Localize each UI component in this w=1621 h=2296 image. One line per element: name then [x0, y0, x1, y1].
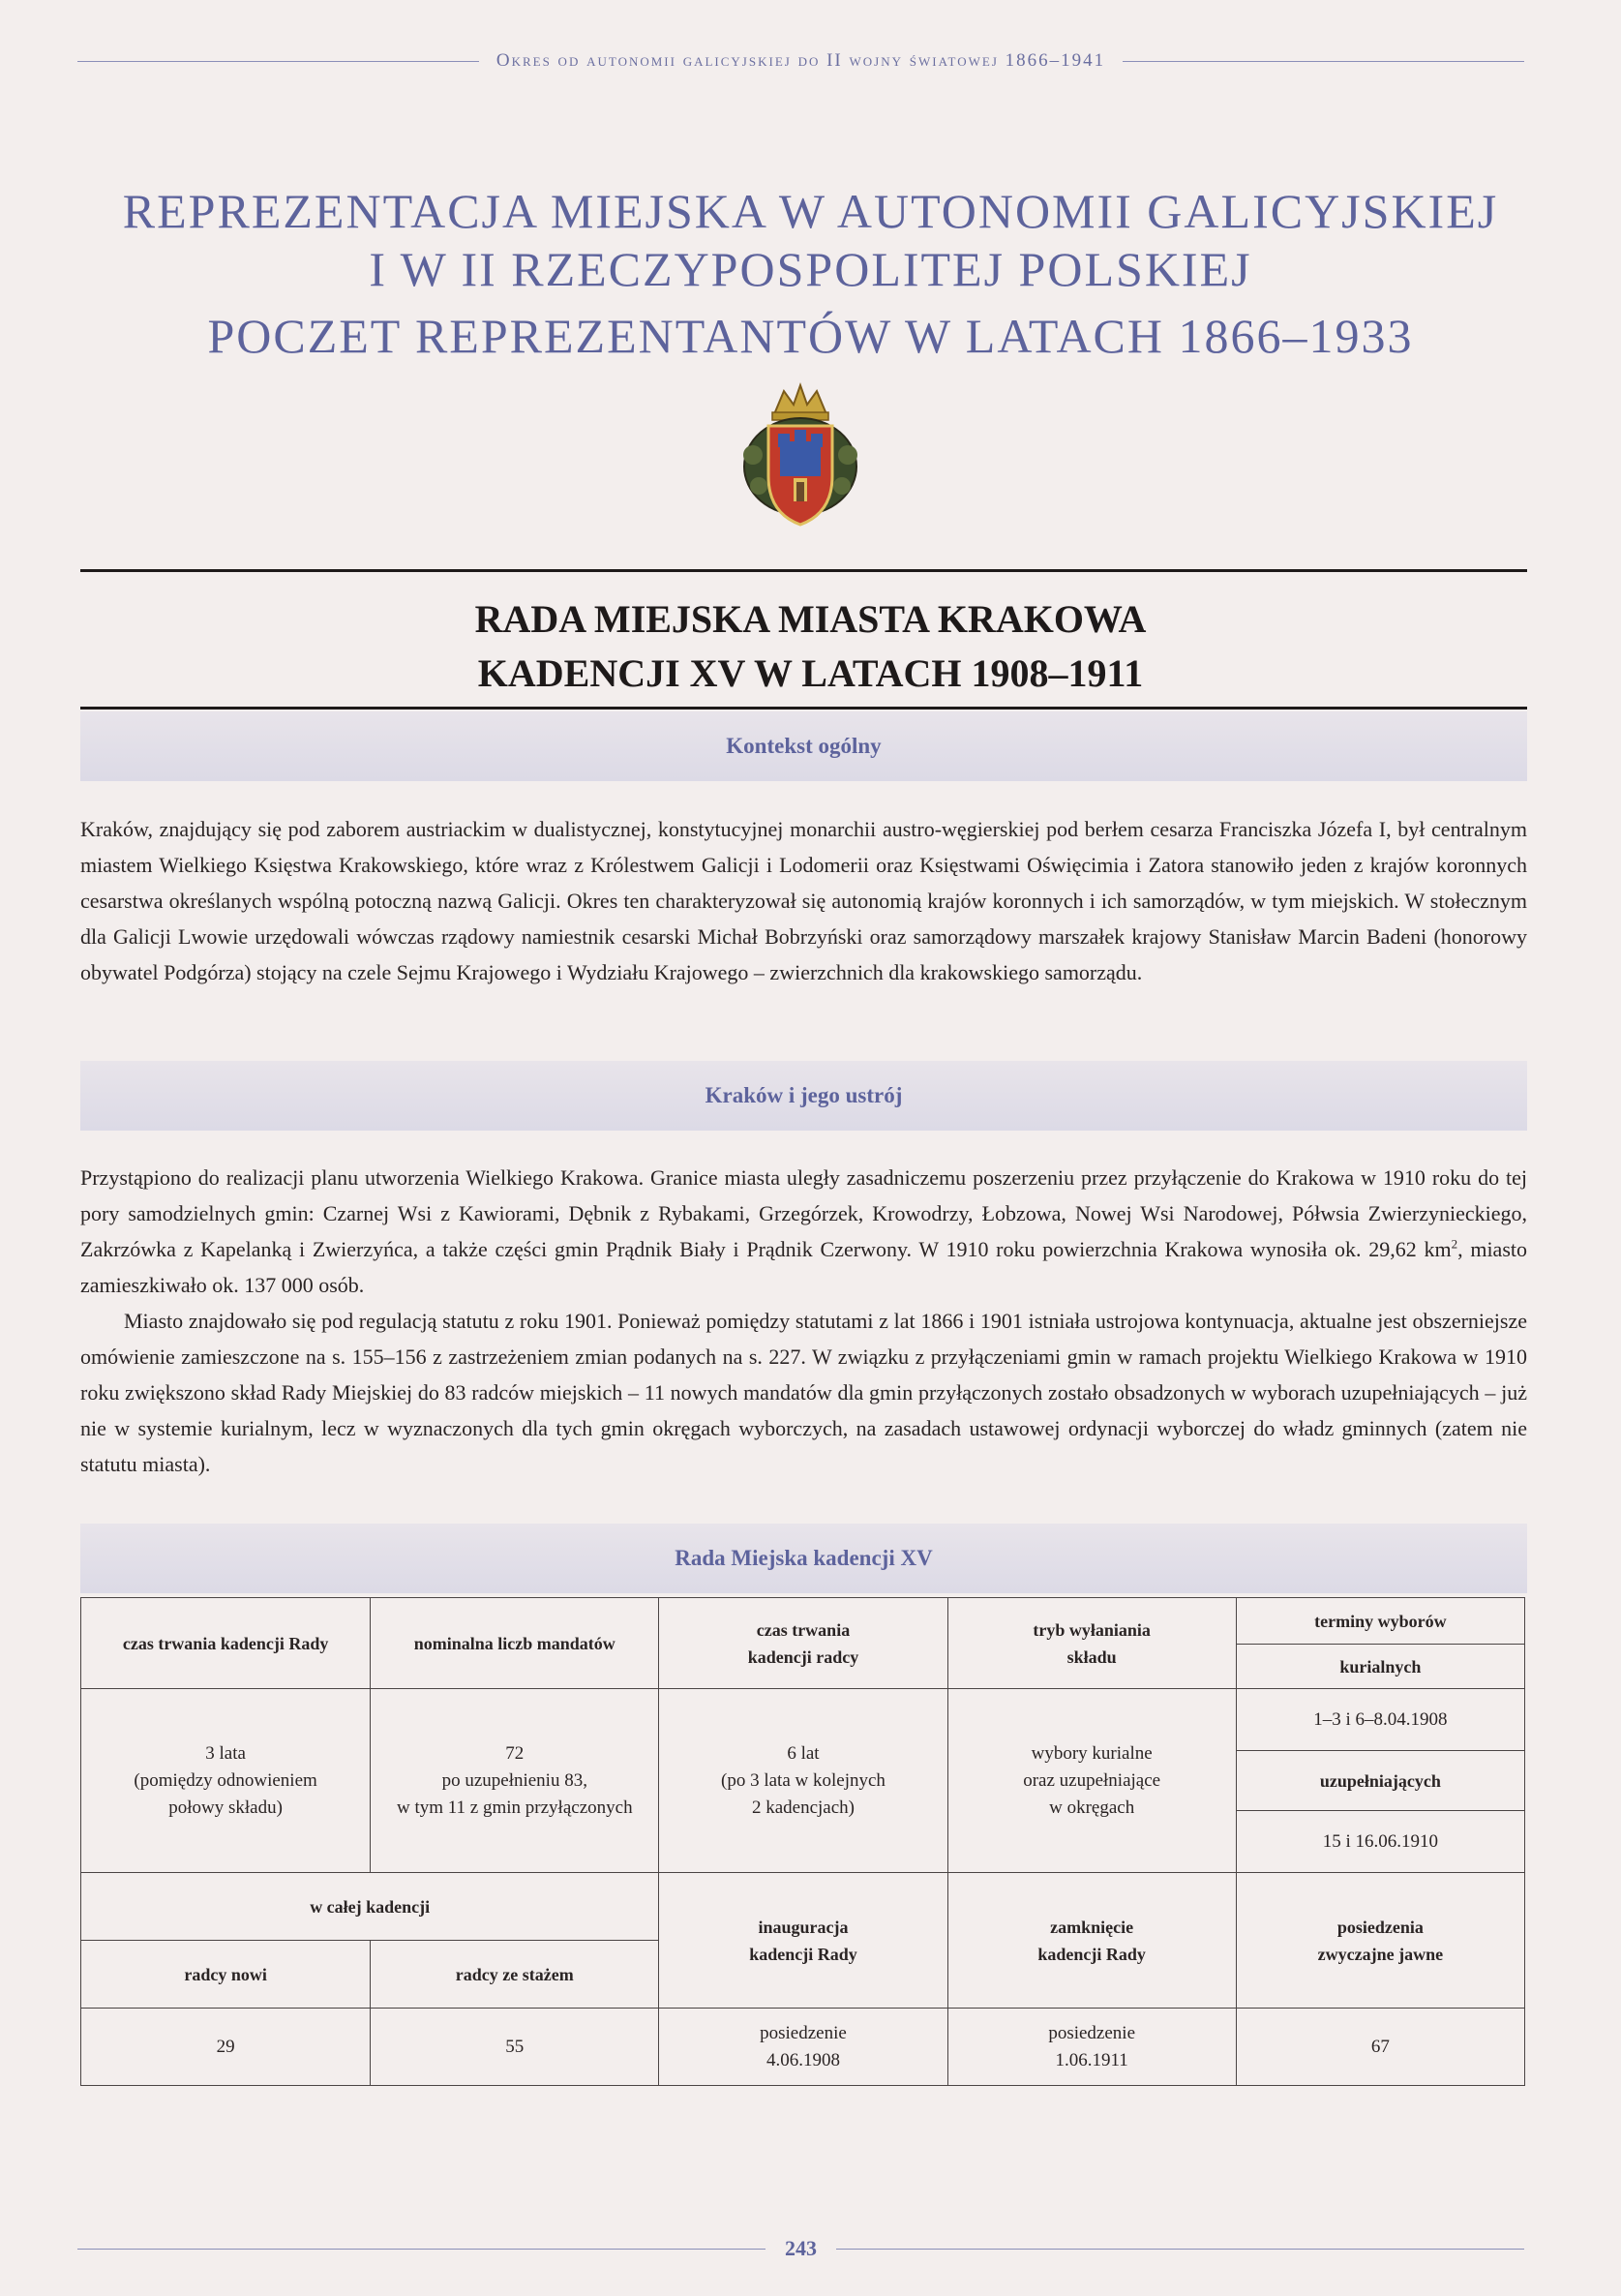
main-title-line1: REPREZENTACJA MIEJSKA W AUTONOMII GALICYJSKIEJ	[122, 184, 1499, 238]
table-row	[81, 2009, 1525, 2086]
header-tryb	[947, 1598, 1236, 1689]
value-czas-rady-l1: 3 lata	[205, 1742, 246, 1764]
value-czas-rady-l2: (pomiędzy odnowieniem	[134, 1769, 317, 1791]
paragraph-ustroj-first-text: Przystąpiono do realizacji planu utworzenia Wielkiego Krakowa. Granice miasta uległy zasadniczemu poszerzeniu przez przyłączenie do Krakowa w 1910 roku do tej pory samodzielnych gmin: Czarnej Wsi z Kawiorami, Dębnik z Rybakami, Grzegórzek, Krowodrzy, Łobzowa, Nowej Wsi Narodowej, Półwsia Zwierzynieckiego, Zakrzówka z Kapelanką i Zwierzyńca, a także części gmin Prądnik Biały i Prądnik Czerwony. W 1910 roku powierzchnia Krakowa wynosiła ok. 29,62 km	[80, 1165, 1527, 1261]
header-czas-radcy-l2: kadencji radcy	[747, 1646, 859, 1667]
footer-rule-right	[836, 2249, 1524, 2250]
running-head	[77, 50, 1524, 72]
header-posiedzenia-l1: posiedzenia	[1336, 1917, 1424, 1937]
header-czas-rady: czas trwania kadencji Rady	[81, 1598, 371, 1689]
header-radcy-staz: radcy ze stażem	[371, 1941, 659, 2009]
header-posiedzenia-l2: zwyczajne jawne	[1317, 1944, 1444, 1964]
header-czas-radcy	[659, 1598, 947, 1689]
table-row	[81, 1873, 1525, 1941]
value-czas-rady-l3: połowy składu)	[168, 1797, 283, 1818]
band-ustroj-label: Kraków i jego ustrój	[705, 1083, 903, 1107]
table-row	[81, 1598, 1525, 1645]
main-title	[0, 182, 1621, 298]
header-inauguracja-l1: inauguracja	[758, 1917, 849, 1937]
value-radcy-staz: 55	[371, 2009, 659, 2086]
header-mandaty: nominalna liczb mandatów	[371, 1598, 659, 1689]
value-czas-radcy-l3: 2 kadencjach)	[751, 1797, 855, 1818]
value-inauguracja-l1: posiedzenie	[760, 2022, 847, 2043]
page-footer	[77, 2236, 1524, 2261]
value-czas-radcy-l1: 6 lat	[787, 1742, 820, 1764]
value-czas-radcy-l2: (po 3 lata w kolejnych	[721, 1769, 886, 1791]
band-kontekst-label: Kontekst ogólny	[726, 734, 882, 758]
band-rada-label: Rada Miejska kadencji XV	[675, 1546, 933, 1570]
band-ustroj	[80, 1061, 1527, 1131]
value-tryb	[947, 1689, 1236, 1873]
running-head-text: Okres od autonomii galicyjskiej do II wojny światowej 1866–1941	[495, 50, 1106, 71]
section-title-line2: KADENCJI XV W LATACH 1908–1911	[477, 651, 1144, 695]
sub-title: POCZET REPREZENTANTÓW W LATACH 1866–1933	[207, 309, 1414, 363]
value-zamkniecie	[947, 2009, 1236, 2086]
paragraph-ustroj	[80, 1160, 1527, 1482]
page-number: 243	[785, 2236, 817, 2260]
section-rule-bottom	[80, 707, 1527, 710]
value-mandaty-l3: w tym 11 z gmin przyłączonych	[396, 1797, 633, 1818]
value-zamkniecie-l2: 1.06.1911	[1055, 2049, 1128, 2070]
main-title-line2: I W II RZECZYPOSPOLITEJ POLSKIEJ	[369, 242, 1252, 296]
value-inauguracja	[659, 2009, 947, 2086]
header-zamkniecie-l2: kadencji Rady	[1037, 1944, 1146, 1964]
header-inauguracja	[659, 1873, 947, 2009]
header-czas-radcy-l1: czas trwania	[756, 1619, 851, 1640]
value-radcy-nowi: 29	[81, 2009, 371, 2086]
table-row	[81, 1689, 1525, 1751]
value-mandaty-l1: 72	[505, 1742, 525, 1764]
superscript-2: 2	[1451, 1236, 1458, 1252]
running-head-rule-left	[77, 61, 479, 62]
header-kurialnych: kurialnych	[1236, 1645, 1524, 1689]
header-zamkniecie-l1: zamknięcie	[1050, 1917, 1134, 1937]
header-tryb-l1: tryb wyłaniania	[1033, 1619, 1151, 1640]
value-tryb-l2: oraz uzupełniające	[1023, 1769, 1161, 1791]
value-mandaty	[371, 1689, 659, 1873]
header-tryb-l2: składu	[1066, 1646, 1117, 1667]
value-tryb-l1: wybory kurialne	[1031, 1742, 1153, 1764]
paragraph-kontekst-text: Kraków, znajdujący się pod zaborem austriackim w dualistycznej, konstytucyjnej monarchii austro-węgierskiej pod berłem cesarza Franciszka Józefa I, był centralnym miastem Wielkiego Księstwa Krakowskiego, które wraz z Królestwem Galicji i Lodomerii oraz Księstwami Oświęcimia i Zatora stanowiło jeden z krajów koronnych cesarstwa określanych wspólną potoczną nazwą Galicji. Okres ten charakteryzował się autonomią krajów koronnych i ich samorządów, w tym miejskich. W stołecznym dla Galicji Lwowie urzędowali wówczas rządowy namiestnik cesarski Michał Bobrzyński oraz samorządowy marszałek krajowy Stanisław Marcin Badeni (honorowy obywatel Podgórza) stojący na czele Sejmu Krajowego i Wydziału Krajowego – zwierzchnich dla krakowskiego samorządu.	[80, 817, 1527, 984]
band-rada	[80, 1524, 1527, 1593]
value-tryb-l3: w okręgach	[1049, 1797, 1135, 1818]
value-zamkniecie-l1: posiedzenie	[1048, 2022, 1135, 2043]
section-rule-top	[80, 569, 1527, 572]
header-terminy: terminy wyborów	[1236, 1598, 1524, 1645]
header-posiedzenia	[1236, 1873, 1524, 2009]
header-radcy-nowi: radcy nowi	[81, 1941, 371, 2009]
footer-rule-left	[77, 2249, 765, 2250]
header-uzupelniajacych: uzupełniających	[1236, 1751, 1524, 1811]
value-czas-radcy	[659, 1689, 947, 1873]
paragraph-ustroj-first-tail: , miasto zamieszkiwało ok. 137 000 osób.	[80, 1237, 1527, 1297]
paragraph-kontekst	[80, 811, 1527, 990]
coat-of-arms-icon	[737, 378, 863, 532]
rada-table	[80, 1597, 1525, 2086]
value-kurialnych: 1–3 i 6–8.04.1908	[1236, 1689, 1524, 1751]
header-cala-kadencja: w całej kadencji	[81, 1873, 659, 1941]
paragraph-ustroj-second: Miasto znajdowało się pod regulacją statutu z roku 1901. Ponieważ pomiędzy statutami z lat 1866 i 1901 istniała ustrojowa kontynuacja, aktualne jest obszerniejsze omówienie zamieszczone na s. 155–156 z zastrzeżeniem zmian podanych na s. 227. W związku z przyłączeniami gmin w ramach projektu Wielkiego Krakowa w 1910 roku zwiększono skład Rady Miejskiej do 83 radców miejskich – 11 nowych mandatów dla gmin przyłączonych zostało obsadzonych w wyborach uzupełniających – już nie w systemie kurialnym, lecz w wyznaczonych dla tych gmin okręgach wyborczych, na zasadach ustawowej ordynacji wyborczej do władz gminnych (zatem nie statutu miasta).	[80, 1309, 1527, 1476]
paragraph-ustroj-first	[80, 1160, 1527, 1303]
band-kontekst	[80, 711, 1527, 781]
value-mandaty-l2: po uzupełnieniu 83,	[441, 1769, 587, 1791]
value-uzupelniajacych: 15 i 16.06.1910	[1236, 1811, 1524, 1873]
section-title-line1: RADA MIEJSKA MIASTA KRAKOWA	[474, 597, 1147, 641]
value-inauguracja-l2: 4.06.1908	[765, 2049, 840, 2070]
header-inauguracja-l2: kadencji Rady	[749, 1944, 857, 1964]
value-posiedzenia: 67	[1236, 2009, 1524, 2086]
header-zamkniecie	[947, 1873, 1236, 2009]
value-czas-rady	[81, 1689, 371, 1873]
running-head-rule-right	[1123, 61, 1524, 62]
section-title	[0, 592, 1621, 701]
